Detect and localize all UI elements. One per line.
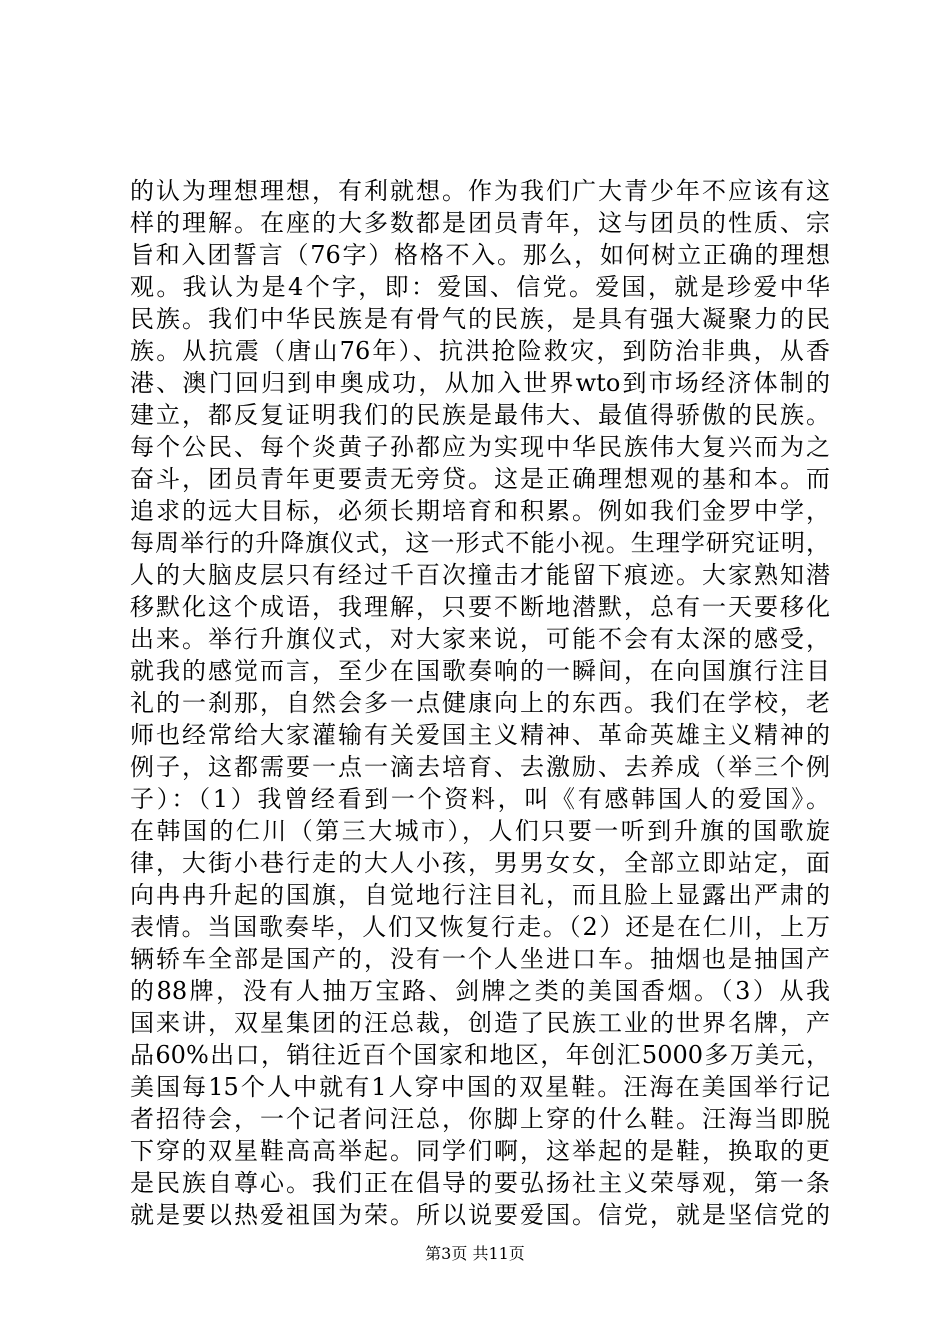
page-footer	[0, 1244, 950, 1264]
text-line: 港、澳门回归到申奥成功，从加入世界wto到市场经济体制的	[130, 369, 830, 397]
text-line: 子）：（1）我曾经看到一个资料，叫《有感韩国人的爱国》。	[130, 785, 830, 813]
text-line: 表情。当国歌奏毕，人们又恢复行走。（2）还是在仁川，上万	[130, 913, 830, 941]
text-line: 礼的一刹那，自然会多一点健康向上的东西。我们在学校，老	[130, 689, 830, 717]
text-line: 辆轿车全部是国产的，没有一个人坐进口车。抽烟也是抽国产	[130, 945, 830, 973]
body-text	[130, 175, 830, 1231]
text-line: 就我的感觉而言，至少在国歌奏响的一瞬间，在向国旗行注目	[130, 657, 830, 685]
text-line: 在韩国的仁川（第三大城市），人们只要一听到升旗的国歌旋	[130, 817, 830, 845]
text-line: 的认为理想理想，有利就想。作为我们广大青少年不应该有这	[130, 177, 830, 205]
text-line: 观。我认为是4个字，即：爱国、信党。爱国，就是珍爱中华	[130, 273, 830, 301]
text-line: 建立，都反复证明我们的民族是最伟大、最值得骄傲的民族。	[130, 401, 830, 429]
text-line: 族。从抗震（唐山76年）、抗洪抢险救灾，到防治非典，从香	[130, 337, 830, 365]
text-line: 追求的远大目标，必须长期培育和积累。例如我们金罗中学，	[130, 497, 830, 525]
text-line: 的88牌，没有人抽万宝路、剑牌之类的美国香烟。（3）从我	[130, 977, 830, 1005]
text-line: 下穿的双星鞋高高举起。同学们啊，这举起的是鞋，换取的更	[130, 1137, 830, 1165]
text-line: 样的理解。在座的大多数都是团员青年，这与团员的性质、宗	[130, 209, 830, 237]
text-line: 人的大脑皮层只有经过千百次撞击才能留下痕迹。大家熟知潜	[130, 561, 830, 589]
text-line: 旨和入团誓言（76字）格格不入。那么，如何树立正确的理想	[130, 241, 830, 269]
text-line: 例子，这都需要一点一滴去培育、去激励、去养成（举三个例	[130, 753, 830, 781]
text-line: 移默化这个成语，我理解，只要不断地潜默，总有一天要移化	[130, 593, 830, 621]
text-line: 出来。举行升旗仪式，对大家来说，可能不会有太深的感受，	[130, 625, 830, 653]
text-line: 向冉冉升起的国旗，自觉地行注目礼，而且脸上显露出严肃的	[130, 881, 830, 909]
text-line: 民族。我们中华民族是有骨气的民族，是具有强大凝聚力的民	[130, 305, 830, 333]
text-line: 每个公民、每个炎黄子孙都应为实现中华民族伟大复兴而为之	[130, 433, 830, 461]
text-line: 国来讲，双星集团的汪总裁，创造了民族工业的世界名牌，产	[130, 1009, 830, 1037]
text-line: 奋斗，团员青年更要责无旁贷。这是正确理想观的基和本。而	[130, 465, 830, 493]
page-number-label: 第3页 共11页	[425, 1244, 525, 1263]
text-line: 是民族自尊心。我们正在倡导的要弘扬社主义荣辱观，第一条	[130, 1169, 830, 1197]
text-line: 每周举行的升降旗仪式，这一形式不能小视。生理学研究证明，	[130, 529, 830, 557]
text-line: 律，大街小巷行走的大人小孩，男男女女，全部立即站定，面	[130, 849, 830, 877]
text-line: 就是要以热爱祖国为荣。所以说要爱国。信党，就是坚信党的	[130, 1201, 830, 1229]
text-line: 者招待会，一个记者问汪总，你脚上穿的什么鞋。汪海当即脱	[130, 1105, 830, 1133]
text-line: 品60%出口，销往近百个国家和地区，年创汇5000多万美元，	[130, 1041, 830, 1069]
text-line: 师也经常给大家灌输有关爱国主义精神、革命英雄主义精神的	[130, 721, 830, 749]
text-line: 美国每15个人中就有1人穿中国的双星鞋。汪海在美国举行记	[130, 1073, 830, 1101]
